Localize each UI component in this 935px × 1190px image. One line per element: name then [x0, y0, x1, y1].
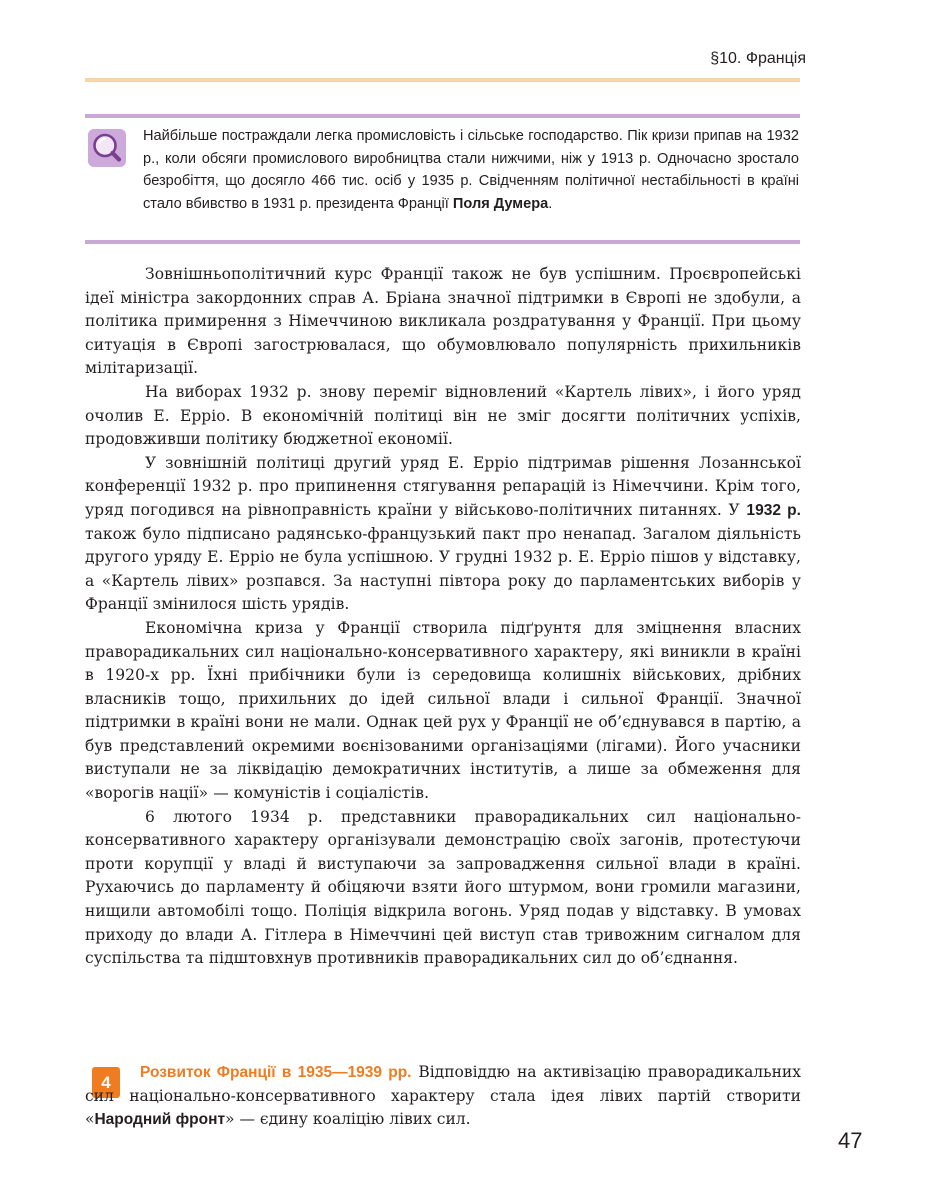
running-head: §10. Франція [710, 50, 806, 67]
callout-text [143, 125, 799, 215]
callout-bottom-rule [85, 240, 800, 244]
main-text [85, 263, 801, 971]
section-text-start: Відповіддю на активізацію праворадикальних сил національно-консервативного характеру стала ідея лівих партій створити « [85, 1063, 801, 1129]
paragraph-4: Економічна криза у Франції створила підґрунтя для зміцнення власних праворадикальних сил національно-консервативного характеру, які виникли в країні в 1920-х рр. Їхні прибічники були із середовища колишніх військових, дрібних власників тощо, прихильних до ідей сильної влади і сильної Франції. Значної підтримки в країні вони не мали. Однак цей рух у Франції не об’єднувався в партію, а був представлений окремими воєнізованими організаціями (лігами). Його учасники виступали не за ліквідацію демократичних інститутів, а лише за обмеження для «ворогів нації» — комуністів і соціалістів. [85, 618, 801, 803]
paragraph-1: Зовнішньополітичний курс Франції також не був успішним. Проєвропейські ідеї міністра закордонних справ А. Бріана значної підтримки в Європі не здобули, а політика примирення з Німеччиною викликала роздратування у Франції. При цьому ситуація в Європі загострювалася, що обумовлювало популярність прихильників мілітаризації. [85, 265, 801, 378]
paragraph-3-start: У зовнішній політиці другий уряд Е. Ерріо підтримав рішення Лозаннської конференції 1932 р. про припинення стягування репарацій із Німеччини. Крім того, уряд погодився на рівноправність країни у військово-політичних питаннях. У [85, 453, 801, 519]
section-bold-term: Народний фронт [94, 1111, 226, 1129]
paragraph-3-bold-year: 1932 р. [746, 501, 801, 519]
paragraph-5: 6 лютого 1934 р. представники праворадикальних сил національно-консервативного характеру організували демонстрацію своїх загонів, протестуючи проти корупції у владі й виступаючи за запровадження сильної влади в країні. Рухаючись до парламенту й обіцяючи взяти його штурмом, вони громили магазини, нищили автомобілі тощо. Поліція відкрила вогонь. Уряд подав у відставку. В умовах приходу до влади А. Гітлера в Німеччині цей виступ став тривожним сигналом для суспільства та підштовхнув противників праворадикальних сил до об’єднання. [85, 807, 801, 968]
section-number-badge: 4 [92, 1067, 120, 1098]
paragraph-3-end: також було підписано радянсько-французький пакт про ненапад. Загалом діяльність другого уряду Е. Ерріо не була успішною. У грудні 1932 р. Е. Ерріо пішов у відставку, а «Картель лівих» розпався. За наступні півтора року до парламентських виборів у Франції змінилося шість урядів. [85, 524, 801, 614]
magnifier-icon [88, 129, 126, 167]
callout-text-main: Найбільше постраждали легка промисловість і сільське господарство. Пік кризи припав на 1932 р., коли обсяги промислового виробництва стали нижчими, ніж у 1913 р. Одночасно зростало безробіття, що досягло 466 тис. осіб у 1935 р. Свідченням політичної нестабільності в країні стало вбивство в 1931 р. президента Франції [143, 128, 799, 212]
page-number: 47 [838, 1128, 863, 1153]
section-paragraph [85, 1061, 801, 1132]
callout-top-rule [85, 114, 800, 118]
header-rule [85, 78, 800, 82]
paragraph-3 [85, 452, 801, 617]
callout-text-end: . [548, 195, 553, 212]
section-text-end: » — єдину коаліцію лівих сил. [225, 1110, 471, 1129]
section-4 [85, 1061, 801, 1132]
callout-bold-name: Поля Думера [452, 195, 549, 212]
section-title: Розвиток Франції в 1935—1939 рр. [140, 1064, 412, 1081]
paragraph-2: На виборах 1932 р. знову переміг відновлений «Картель лівих», і його уряд очолив Е. Ерріо. В економічній політиці він не зміг досягти політичних успіхів, продовживши політику бюджетної економії. [85, 382, 801, 449]
